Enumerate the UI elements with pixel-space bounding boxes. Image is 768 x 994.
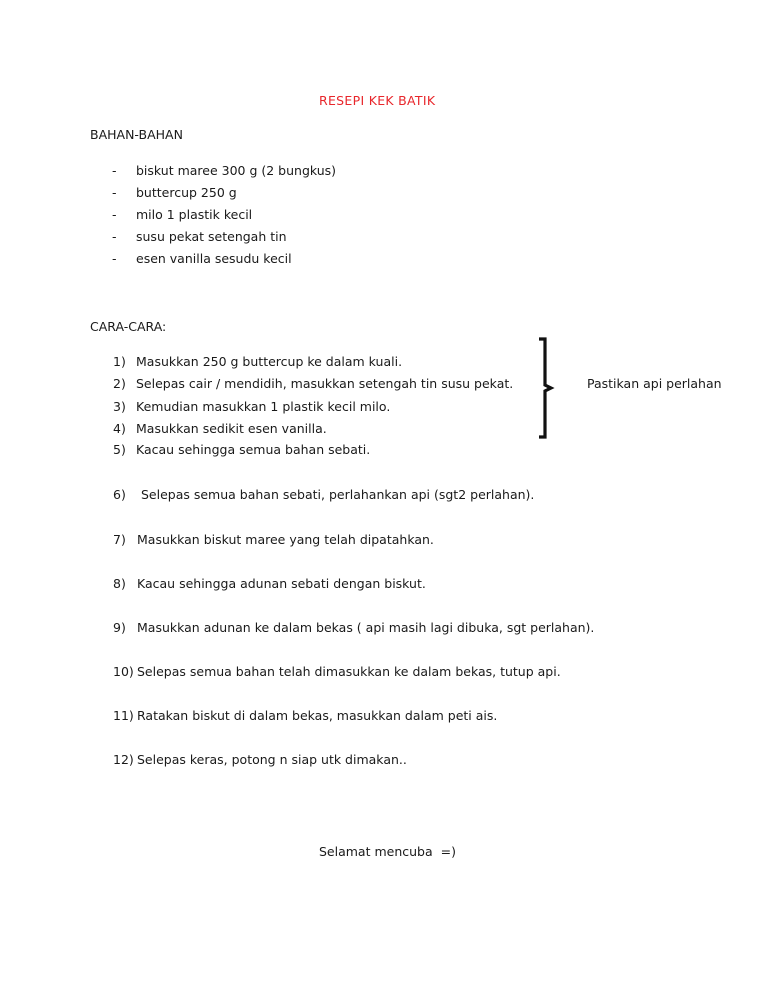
- right-curly-bracket-icon: [537, 337, 561, 439]
- ingredient-item: esen vanilla sesudu kecil: [136, 251, 292, 266]
- bullet: -: [112, 207, 117, 222]
- step-number: 3): [113, 399, 126, 414]
- bullet: -: [112, 251, 117, 266]
- step-text: Selepas semua bahan telah dimasukkan ke dalam bekas, tutup api.: [137, 664, 561, 679]
- step-number: 5): [113, 442, 126, 457]
- step-number: 1): [113, 354, 126, 369]
- ingredient-item: buttercup 250 g: [136, 185, 237, 200]
- step-number: 4): [113, 421, 126, 436]
- step-number: 2): [113, 376, 126, 391]
- step-text: Masukkan biskut maree yang telah dipatahkan.: [137, 532, 434, 547]
- ingredient-item: biskut maree 300 g (2 bungkus): [136, 163, 337, 178]
- bullet: -: [112, 229, 117, 244]
- step-text: Selepas cair / mendidih, masukkan setengah tin susu pekat.: [136, 376, 514, 391]
- step-text: Kemudian masukkan 1 plastik kecil milo.: [136, 399, 391, 414]
- recipe-title: RESEPI KEK BATIK: [319, 93, 436, 108]
- step-text: Selepas keras, potong n siap utk dimakan..: [137, 752, 407, 767]
- step-number: 6): [113, 487, 126, 502]
- step-text: Masukkan adunan ke dalam bekas ( api masih lagi dibuka, sgt perlahan).: [137, 620, 595, 635]
- step-number: 10): [113, 664, 134, 679]
- ingredient-item: susu pekat setengah tin: [136, 229, 287, 244]
- step-number: 11): [113, 708, 134, 723]
- bullet: -: [112, 163, 117, 178]
- step-number: 8): [113, 576, 126, 591]
- step-number: 12): [113, 752, 134, 767]
- step-number: 7): [113, 532, 126, 547]
- step-number: 9): [113, 620, 126, 635]
- step-text: Selepas semua bahan sebati, perlahankan api (sgt2 perlahan).: [137, 487, 535, 502]
- ingredient-item: milo 1 plastik kecil: [136, 207, 253, 222]
- bracket-note: Pastikan api perlahan: [587, 376, 722, 391]
- step-text: Kacau sehingga adunan sebati dengan biskut.: [137, 576, 426, 591]
- closing-note: Selamat mencuba =): [319, 844, 456, 859]
- ingredients-heading: BAHAN-BAHAN: [90, 127, 183, 142]
- bullet: -: [112, 185, 117, 200]
- method-heading: CARA-CARA:: [90, 319, 167, 334]
- step-text: Masukkan 250 g buttercup ke dalam kuali.: [136, 354, 403, 369]
- step-text: Masukkan sedikit esen vanilla.: [136, 421, 327, 436]
- step-text: Kacau sehingga semua bahan sebati.: [136, 442, 371, 457]
- step-text: Ratakan biskut di dalam bekas, masukkan dalam peti ais.: [137, 708, 498, 723]
